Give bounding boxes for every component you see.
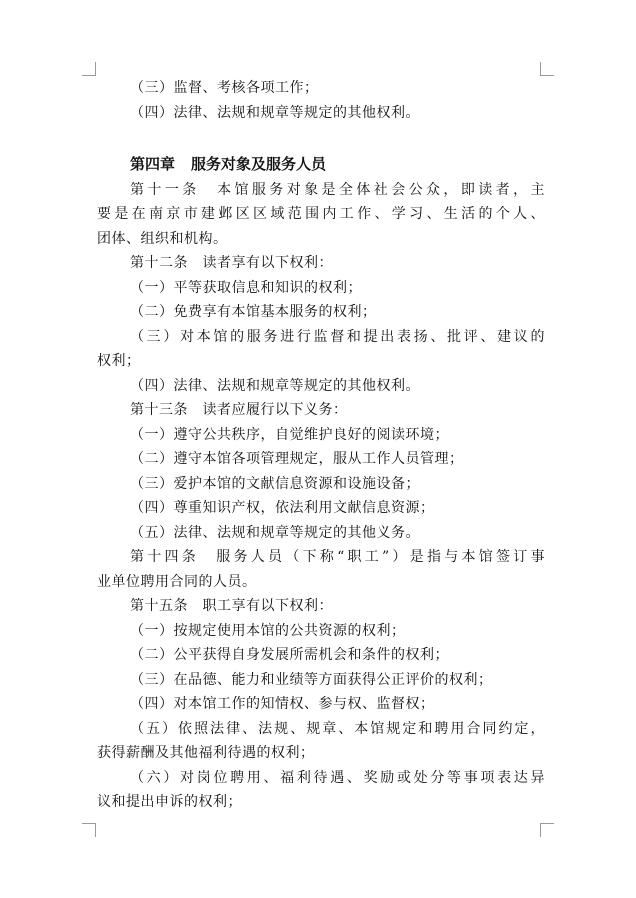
crop-mark-bottom-right — [540, 823, 554, 837]
list-item: （二）免费享有本馆基本服务的权利； — [130, 304, 377, 320]
list-item: （四）法律、法规和规章等规定的其他权利。 — [130, 377, 420, 394]
article-15-heading: 第十五条 职工享有以下权利： — [130, 598, 333, 614]
crop-mark-top-right — [540, 62, 554, 76]
article-11-line-1: 第十一条 本馆服务对象是全体社会公众，即读者，主 — [130, 181, 545, 198]
list-item-continuation: 议和提出申诉的权利； — [97, 794, 242, 810]
crop-mark-top-left — [82, 62, 96, 76]
list-item: （四）对本馆工作的知情权、参与权、监督权； — [130, 696, 435, 712]
chapter-heading — [97, 150, 545, 178]
list-item: （五）依照法律、法规、规章、本馆规定和聘用合同约定， — [130, 720, 545, 737]
list-item: （六）对岗位聘用、福利待遇、奖励或处分等事项表达异 — [130, 769, 545, 786]
list-item: （三）对本馆的服务进行监督和提出表扬、批评、建议的 — [130, 328, 545, 345]
document-body — [97, 76, 545, 815]
list-item: （一）平等获取信息和知识的权利； — [130, 279, 362, 296]
list-item: （一）按规定使用本馆的公共资源的权利； — [130, 622, 406, 639]
chapter-title: 服务对象及服务人员 — [191, 154, 327, 173]
article-14-line-2: 业单位聘用合同的人员。 — [97, 573, 257, 590]
text-line: （三）监督、考核各项工作； — [130, 80, 319, 96]
list-item-continuation: 权利； — [97, 353, 141, 369]
list-item: （三）在品德、能力和业绩等方面获得公正评价的权利； — [130, 671, 493, 688]
list-item: （二）遵守本馆各项管理规定，服从工作人员管理； — [130, 451, 464, 467]
list-item: （五）法律、法规和规章等规定的其他义务。 — [130, 524, 420, 541]
list-item: （三）爱护本馆的文献信息资源和设施设备； — [130, 475, 420, 492]
article-11-line-3: 团体、组织和机构。 — [97, 230, 228, 247]
article-13-heading: 第十三条 读者应履行以下义务： — [130, 402, 348, 418]
text-line: （四）法律、法规和规章等规定的其他权利。 — [130, 104, 420, 121]
list-item-continuation: 获得薪酬及其他福利待遇的权利； — [97, 745, 315, 761]
list-item: （一）遵守公共秩序，自觉维护良好的阅读环境； — [130, 426, 449, 443]
crop-mark-bottom-left — [82, 823, 96, 837]
article-14-line-1: 第十四条 服务人员（下称“职工”）是指与本馆签订事 — [130, 549, 545, 565]
chapter-number: 第四章 — [130, 154, 176, 173]
article-12-heading: 第十二条 读者享有以下权利： — [130, 255, 333, 271]
article-11-line-2: 要是在南京市建邺区区域范围内工作、学习、生活的个人、 — [97, 206, 545, 222]
blank-line — [97, 125, 545, 150]
list-item: （四）尊重知识产权，依法利用文献信息资源； — [130, 500, 435, 516]
list-item: （二）公平获得自身发展所需机会和条件的权利； — [130, 647, 449, 663]
